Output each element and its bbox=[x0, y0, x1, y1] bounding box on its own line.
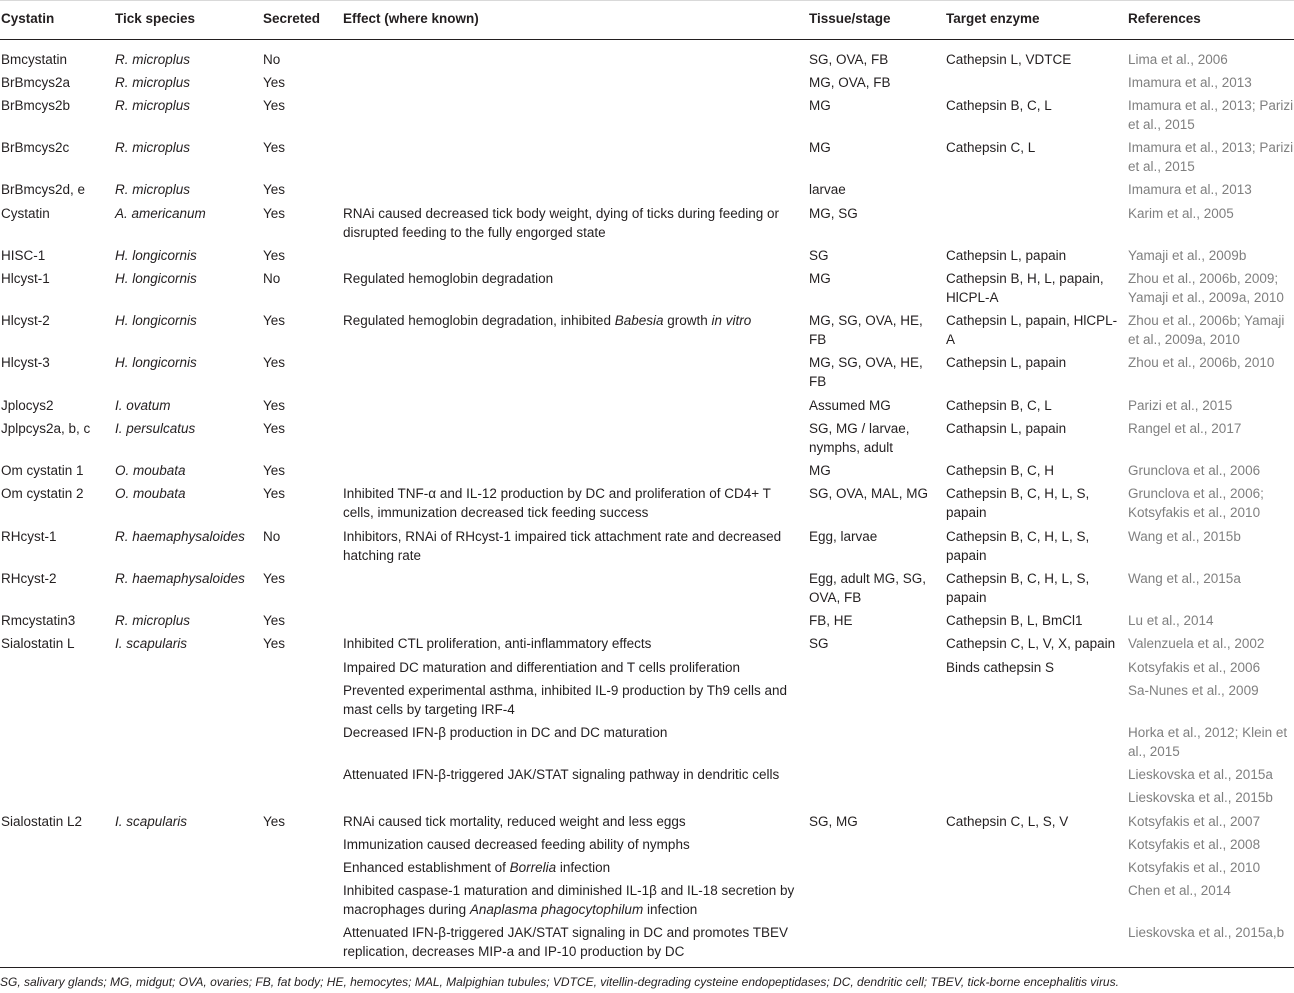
cell-target-enzyme: Cathepsin B, C, L bbox=[946, 98, 1052, 113]
cell-effect: Regulated hemoglobin degradation, inhibited Babesia growth in vitro bbox=[343, 313, 752, 328]
cell-tick-species: R. haemaphysaloides bbox=[115, 571, 245, 586]
cell-references: Grunclova et al., 2006; Kotsyfakis et al., 2010 bbox=[1128, 486, 1264, 520]
cell-tissue-stage: MG, SG, OVA, HE, FB bbox=[809, 313, 923, 347]
cell-effect: Impaired DC maturation and differentiation and T cells proliferation bbox=[343, 660, 740, 675]
cell-references: Lima et al., 2006 bbox=[1128, 52, 1228, 67]
cell-effect: Inhibitors, RNAi of RHcyst-1 impaired tick attachment rate and decreased hatching rate bbox=[343, 529, 782, 563]
cell-tick-species: I. ovatum bbox=[115, 398, 171, 413]
cell-target-enzyme: Cathepsin B, H, L, papain, HlCPL-A bbox=[946, 271, 1104, 305]
cell-references: Chen et al., 2014 bbox=[1128, 883, 1231, 898]
cell-references: Karim et al., 2005 bbox=[1128, 206, 1234, 221]
cell-cystatin: RHcyst-2 bbox=[1, 571, 57, 586]
cell-references: Kotsyfakis et al., 2008 bbox=[1128, 837, 1261, 852]
cell-references: Imamura et al., 2013 bbox=[1128, 182, 1252, 197]
cell-secreted: Yes bbox=[263, 398, 286, 413]
cell-target-enzyme: Cathepsin L, VDTCE bbox=[946, 52, 1072, 67]
cell-secreted: No bbox=[263, 52, 281, 67]
cell-tissue-stage: Egg, larvae bbox=[809, 529, 878, 544]
cell-references: Kotsyfakis et al., 2006 bbox=[1128, 660, 1261, 675]
header-effect: Effect (where known) bbox=[343, 11, 479, 26]
cell-references: Lieskovska et al., 2015b bbox=[1128, 790, 1273, 805]
cell-tick-species: H. longicornis bbox=[115, 355, 197, 370]
cell-references: Parizi et al., 2015 bbox=[1128, 398, 1233, 413]
cell-secreted: Yes bbox=[263, 182, 286, 197]
cell-effect: Attenuated IFN-β-triggered JAK/STAT signaling in DC and promotes TBEV replication, decreases MIP-a and IP-10 production by DC bbox=[343, 925, 788, 959]
cell-cystatin: BrBmcys2c bbox=[1, 140, 70, 155]
header-tissue-stage: Tissue/stage bbox=[809, 11, 891, 26]
cell-target-enzyme: Cathepsin L, papain bbox=[946, 248, 1067, 263]
cell-references: Zhou et al., 2006b; Yamaji et al., 2009a, 2010 bbox=[1128, 313, 1285, 347]
cell-tick-species: H. longicornis bbox=[115, 248, 197, 263]
cell-target-enzyme: Cathepsin B, C, H, L, S, papain bbox=[946, 486, 1090, 520]
cell-target-enzyme: Cathapsin L, papain bbox=[946, 421, 1067, 436]
cell-secreted: Yes bbox=[263, 463, 286, 478]
cell-secreted: No bbox=[263, 271, 281, 286]
cell-tick-species: R. microplus bbox=[115, 98, 191, 113]
cell-secreted: Yes bbox=[263, 571, 286, 586]
cell-references: Imamura et al., 2013; Parizi et al., 2015 bbox=[1128, 140, 1294, 174]
cell-cystatin: BrBmcys2a bbox=[1, 75, 71, 90]
cell-target-enzyme: Binds cathepsin S bbox=[946, 660, 1055, 675]
cell-tissue-stage: MG bbox=[809, 463, 831, 478]
cell-cystatin: BrBmcys2b bbox=[1, 98, 71, 113]
cell-effect: Decreased IFN-β production in DC and DC maturation bbox=[343, 725, 668, 740]
cell-cystatin: RHcyst-1 bbox=[1, 529, 57, 544]
cell-secreted: Yes bbox=[263, 75, 286, 90]
cell-tick-species: R. microplus bbox=[115, 75, 191, 90]
cell-tick-species: A. americanum bbox=[115, 206, 206, 221]
cell-tissue-stage: MG, OVA, FB bbox=[809, 75, 891, 90]
cell-effect: Enhanced establishment of Borrelia infection bbox=[343, 860, 611, 875]
cell-tick-species: I. persulcatus bbox=[115, 421, 196, 436]
cell-secreted: No bbox=[263, 529, 281, 544]
cell-cystatin: Sialostatin L2 bbox=[1, 814, 83, 829]
cell-tissue-stage: SG, OVA, MAL, MG bbox=[809, 486, 929, 501]
cell-references: Kotsyfakis et al., 2007 bbox=[1128, 814, 1261, 829]
cell-tissue-stage: SG, MG bbox=[809, 814, 858, 829]
cell-secreted: Yes bbox=[263, 613, 286, 628]
cell-secreted: Yes bbox=[263, 140, 286, 155]
cell-references: Zhou et al., 2006b, 2010 bbox=[1128, 355, 1275, 370]
cell-cystatin: Jplocys2 bbox=[1, 398, 54, 413]
cell-tissue-stage: SG, MG / larvae, nymphs, adult bbox=[809, 421, 910, 455]
cell-effect: Attenuated IFN-β-triggered JAK/STAT signaling pathway in dendritic cells bbox=[343, 767, 780, 782]
cell-tick-species: H. longicornis bbox=[115, 313, 197, 328]
cell-cystatin: Bmcystatin bbox=[1, 52, 68, 67]
cell-references: Sa-Nunes et al., 2009 bbox=[1128, 683, 1259, 698]
cell-references: Rangel et al., 2017 bbox=[1128, 421, 1242, 436]
cell-references: Grunclova et al., 2006 bbox=[1128, 463, 1261, 478]
cell-tick-species: I. scapularis bbox=[115, 814, 188, 829]
cell-effect: Inhibited caspase-1 maturation and diminished IL-1β and IL-18 secretion by macrophages during Anaplasma phagocytophilum infection bbox=[343, 883, 795, 917]
table-bottom-rule bbox=[0, 967, 1294, 968]
cell-effect: Inhibited TNF-α and IL-12 production by DC and proliferation of CD4+ T cells, immunization decreased tick feeding success bbox=[343, 486, 771, 520]
cell-tick-species: R. microplus bbox=[115, 140, 191, 155]
cell-references: Valenzuela et al., 2002 bbox=[1128, 636, 1265, 651]
cell-tissue-stage: MG bbox=[809, 98, 831, 113]
cell-cystatin: HISC-1 bbox=[1, 248, 46, 263]
header-tick-species: Tick species bbox=[115, 11, 196, 26]
cell-cystatin: Cystatin bbox=[1, 206, 50, 221]
cell-tissue-stage: MG bbox=[809, 140, 831, 155]
cell-references: Yamaji et al., 2009b bbox=[1128, 248, 1247, 263]
cell-target-enzyme: Cathepsin B, L, BmCl1 bbox=[946, 613, 1083, 628]
cell-references: Horka et al., 2012; Klein et al., 2015 bbox=[1128, 725, 1288, 759]
cell-cystatin: Jplpcys2a, b, c bbox=[1, 421, 91, 436]
header-secreted: Secreted bbox=[263, 11, 321, 26]
cell-secreted: Yes bbox=[263, 355, 286, 370]
cell-effect: Inhibited CTL proliferation, anti-inflammatory effects bbox=[343, 636, 652, 651]
cell-target-enzyme: Cathepsin C, L, V, X, papain bbox=[946, 636, 1116, 651]
cell-references: Imamura et al., 2013 bbox=[1128, 75, 1252, 90]
cell-tick-species: R. haemaphysaloides bbox=[115, 529, 245, 544]
cell-effect: Immunization caused decreased feeding ability of nymphs bbox=[343, 837, 690, 852]
cell-effect: Prevented experimental asthma, inhibited IL-9 production by Th9 cells and mast cells by targeting IRF-4 bbox=[343, 683, 788, 717]
cell-target-enzyme: Cathepsin L, papain, HlCPL-A bbox=[946, 313, 1118, 347]
cell-secreted: Yes bbox=[263, 636, 286, 651]
cell-references: Lieskovska et al., 2015a,b bbox=[1128, 925, 1285, 940]
cell-references: Wang et al., 2015a bbox=[1128, 571, 1241, 586]
header-references: References bbox=[1128, 11, 1201, 26]
cell-references: Zhou et al., 2006b, 2009; Yamaji et al., 2009a, 2010 bbox=[1128, 271, 1284, 305]
cell-tissue-stage: MG, SG bbox=[809, 206, 858, 221]
cell-cystatin: BrBmcys2d, e bbox=[1, 182, 86, 197]
cell-tissue-stage: Egg, adult MG, SG, OVA, FB bbox=[809, 571, 927, 605]
cell-tick-species: I. scapularis bbox=[115, 636, 188, 651]
cell-effect: Regulated hemoglobin degradation bbox=[343, 271, 554, 286]
cell-tick-species: O. moubata bbox=[115, 463, 186, 478]
cell-cystatin: Om cystatin 2 bbox=[1, 486, 84, 501]
cell-cystatin: Hlcyst-1 bbox=[1, 271, 50, 286]
cell-tissue-stage: MG, SG, OVA, HE, FB bbox=[809, 355, 923, 389]
cell-target-enzyme: Cathepsin B, C, L bbox=[946, 398, 1052, 413]
cell-tissue-stage: SG bbox=[809, 636, 829, 651]
cell-secreted: Yes bbox=[263, 248, 286, 263]
cell-tissue-stage: MG bbox=[809, 271, 831, 286]
cell-references: Kotsyfakis et al., 2010 bbox=[1128, 860, 1261, 875]
cell-cystatin: Hlcyst-2 bbox=[1, 313, 50, 328]
cell-tissue-stage: Assumed MG bbox=[809, 398, 891, 413]
table-header bbox=[0, 0, 1294, 40]
cell-cystatin: Om cystatin 1 bbox=[1, 463, 84, 478]
cell-secreted: Yes bbox=[263, 421, 286, 436]
cell-references: Lieskovska et al., 2015a bbox=[1128, 767, 1273, 782]
cell-tissue-stage: SG, OVA, FB bbox=[809, 52, 889, 67]
cell-references: Lu et al., 2014 bbox=[1128, 613, 1214, 628]
cell-secreted: Yes bbox=[263, 313, 286, 328]
cell-tick-species: O. moubata bbox=[115, 486, 186, 501]
cell-tick-species: H. longicornis bbox=[115, 271, 197, 286]
cell-secreted: Yes bbox=[263, 98, 286, 113]
cell-secreted: Yes bbox=[263, 206, 286, 221]
table-footnote: SG, salivary glands; MG, midgut; OVA, ovaries; FB, fat body; HE, hemocytes; MAL, Malpighian tubules; VDTCE, vitellin-degrading cysteine endopeptidases; DC, dendritic cell; TBEV, tick-borne encephalitis virus. bbox=[0, 975, 1119, 989]
cell-tissue-stage: larvae bbox=[809, 182, 846, 197]
cell-references: Imamura et al., 2013; Parizi et al., 2015 bbox=[1128, 98, 1294, 132]
cell-tissue-stage: FB, HE bbox=[809, 613, 853, 628]
header-target-enzyme: Target enzyme bbox=[946, 11, 1040, 26]
cell-tick-species: R. microplus bbox=[115, 52, 191, 67]
cell-target-enzyme: Cathepsin B, C, H, L, S, papain bbox=[946, 571, 1090, 605]
cell-effect: RNAi caused decreased tick body weight, dying of ticks during feeding or disrupted feeding to the fully engorged state bbox=[343, 206, 779, 240]
header-cystatin: Cystatin bbox=[1, 11, 55, 26]
cell-tissue-stage: SG bbox=[809, 248, 829, 263]
cell-target-enzyme: Cathepsin B, C, H bbox=[946, 463, 1055, 478]
cell-target-enzyme: Cathepsin B, C, H, L, S, papain bbox=[946, 529, 1090, 563]
cell-secreted: Yes bbox=[263, 814, 286, 829]
cell-secreted: Yes bbox=[263, 486, 286, 501]
cell-references: Wang et al., 2015b bbox=[1128, 529, 1241, 544]
cell-target-enzyme: Cathepsin C, L bbox=[946, 140, 1036, 155]
cell-tick-species: R. microplus bbox=[115, 182, 191, 197]
cell-target-enzyme: Cathepsin L, papain bbox=[946, 355, 1067, 370]
cell-cystatin: Rmcystatin3 bbox=[1, 613, 76, 628]
cell-tick-species: R. microplus bbox=[115, 613, 191, 628]
cell-cystatin: Hlcyst-3 bbox=[1, 355, 50, 370]
cell-target-enzyme: Cathepsin C, L, S, V bbox=[946, 814, 1069, 829]
cell-cystatin: Sialostatin L bbox=[1, 636, 75, 651]
cell-effect: RNAi caused tick mortality, reduced weight and less eggs bbox=[343, 814, 686, 829]
